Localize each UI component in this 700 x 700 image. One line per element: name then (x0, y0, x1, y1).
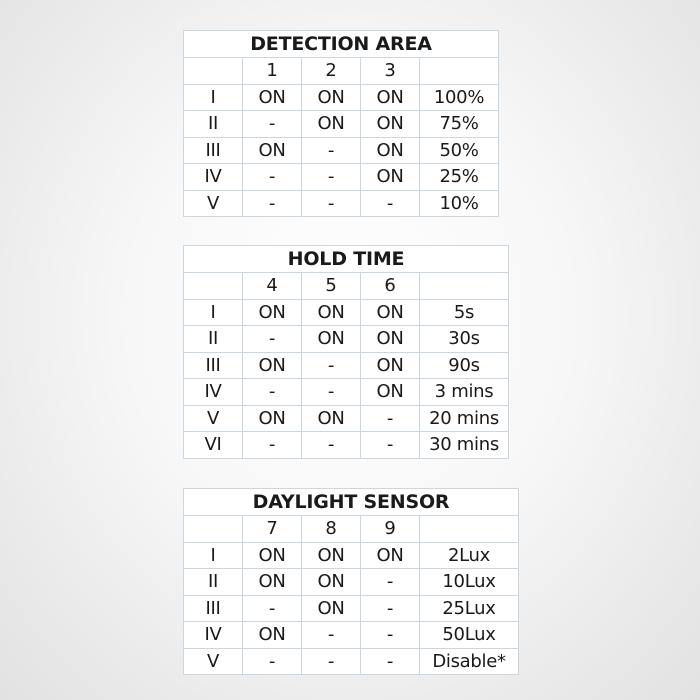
switch-state: ON (361, 326, 420, 353)
table-row (184, 137, 499, 164)
switch-state: ON (243, 352, 302, 379)
table-row (184, 190, 499, 217)
switch-state: - (243, 595, 302, 622)
switch-state: ON (243, 542, 302, 569)
switch-number-header: 4 (243, 273, 302, 300)
switch-state: - (361, 432, 420, 459)
setting-value: 30s (420, 326, 509, 353)
switch-state: - (243, 164, 302, 191)
setting-value: 10Lux (420, 569, 519, 596)
switch-state: ON (361, 111, 420, 138)
switch-number-header: 3 (361, 58, 420, 85)
setting-value: Disable* (420, 648, 519, 675)
switch-state: ON (243, 137, 302, 164)
switch-state: ON (361, 299, 420, 326)
switch-state: - (302, 622, 361, 649)
setting-value: 25Lux (420, 595, 519, 622)
switch-state: - (302, 648, 361, 675)
setting-value: 20 mins (420, 405, 509, 432)
switch-state: - (243, 326, 302, 353)
switch-state: ON (243, 405, 302, 432)
switch-state: ON (302, 569, 361, 596)
switch-state: - (243, 648, 302, 675)
switch-state: ON (302, 111, 361, 138)
switch-state: ON (361, 84, 420, 111)
setting-value: 3 mins (420, 379, 509, 406)
table-row (184, 405, 509, 432)
table-row (184, 84, 499, 111)
table-row (184, 648, 519, 675)
switch-state: - (361, 648, 420, 675)
switch-state: - (243, 190, 302, 217)
switch-state: ON (361, 352, 420, 379)
switch-number-header: 7 (243, 516, 302, 543)
switch-state: ON (302, 595, 361, 622)
setting-label: II (184, 111, 243, 138)
setting-label: VI (184, 432, 243, 459)
table-title-row (184, 246, 509, 273)
setting-label: III (184, 595, 243, 622)
header-empty-cell (184, 58, 243, 85)
switch-state: - (361, 595, 420, 622)
table-title: DETECTION AREA (184, 31, 499, 58)
setting-label: II (184, 569, 243, 596)
switch-header-row (184, 273, 509, 300)
switch-state: ON (361, 542, 420, 569)
switch-state: - (302, 352, 361, 379)
daylight-sensor-table (183, 488, 519, 675)
switch-state: - (302, 164, 361, 191)
switch-number-header: 1 (243, 58, 302, 85)
setting-label: I (184, 542, 243, 569)
switch-state: ON (302, 542, 361, 569)
switch-state: ON (243, 569, 302, 596)
table-row (184, 432, 509, 459)
setting-label: V (184, 190, 243, 217)
header-empty-cell (420, 273, 509, 300)
switch-state: ON (302, 326, 361, 353)
switch-state: ON (302, 405, 361, 432)
table-row (184, 326, 509, 353)
setting-label: V (184, 405, 243, 432)
switch-state: - (302, 137, 361, 164)
switch-state: ON (302, 84, 361, 111)
switch-state: ON (243, 84, 302, 111)
hold-time-table (183, 245, 509, 459)
switch-state: - (302, 190, 361, 217)
setting-label: IV (184, 379, 243, 406)
setting-label: II (184, 326, 243, 353)
table-row (184, 569, 519, 596)
switch-state: - (302, 379, 361, 406)
table-title-row (184, 489, 519, 516)
table-row (184, 542, 519, 569)
setting-value: 90s (420, 352, 509, 379)
switch-number-header: 9 (361, 516, 420, 543)
table-row (184, 379, 509, 406)
setting-label: I (184, 84, 243, 111)
switch-state: - (302, 432, 361, 459)
switch-state: ON (243, 622, 302, 649)
switch-state: ON (361, 379, 420, 406)
switch-state: - (361, 405, 420, 432)
setting-value: 2Lux (420, 542, 519, 569)
switch-state: - (361, 622, 420, 649)
switch-state: - (243, 111, 302, 138)
header-empty-cell (184, 516, 243, 543)
table-row (184, 622, 519, 649)
table-title-row (184, 31, 499, 58)
setting-value: 10% (420, 190, 499, 217)
setting-value: 50Lux (420, 622, 519, 649)
switch-state: - (361, 569, 420, 596)
switch-state: ON (361, 137, 420, 164)
header-empty-cell (184, 273, 243, 300)
switch-state: ON (361, 164, 420, 191)
table-row (184, 111, 499, 138)
switch-number-header: 8 (302, 516, 361, 543)
table-row (184, 164, 499, 191)
switch-state: - (361, 190, 420, 217)
switch-state: - (243, 379, 302, 406)
detection-area-table (183, 30, 499, 217)
table-row (184, 299, 509, 326)
switch-state: ON (302, 299, 361, 326)
switch-number-header: 5 (302, 273, 361, 300)
setting-label: III (184, 137, 243, 164)
setting-value: 25% (420, 164, 499, 191)
setting-value: 100% (420, 84, 499, 111)
table-title: HOLD TIME (184, 246, 509, 273)
setting-label: IV (184, 164, 243, 191)
table-title: DAYLIGHT SENSOR (184, 489, 519, 516)
switch-header-row (184, 58, 499, 85)
header-empty-cell (420, 516, 519, 543)
switch-number-header: 2 (302, 58, 361, 85)
setting-label: III (184, 352, 243, 379)
setting-value: 30 mins (420, 432, 509, 459)
setting-value: 75% (420, 111, 499, 138)
table-row (184, 352, 509, 379)
setting-value: 5s (420, 299, 509, 326)
switch-state: ON (243, 299, 302, 326)
setting-label: V (184, 648, 243, 675)
setting-label: IV (184, 622, 243, 649)
header-empty-cell (420, 58, 499, 85)
setting-value: 50% (420, 137, 499, 164)
switch-number-header: 6 (361, 273, 420, 300)
switch-state: - (243, 432, 302, 459)
setting-label: I (184, 299, 243, 326)
table-row (184, 595, 519, 622)
switch-header-row (184, 516, 519, 543)
